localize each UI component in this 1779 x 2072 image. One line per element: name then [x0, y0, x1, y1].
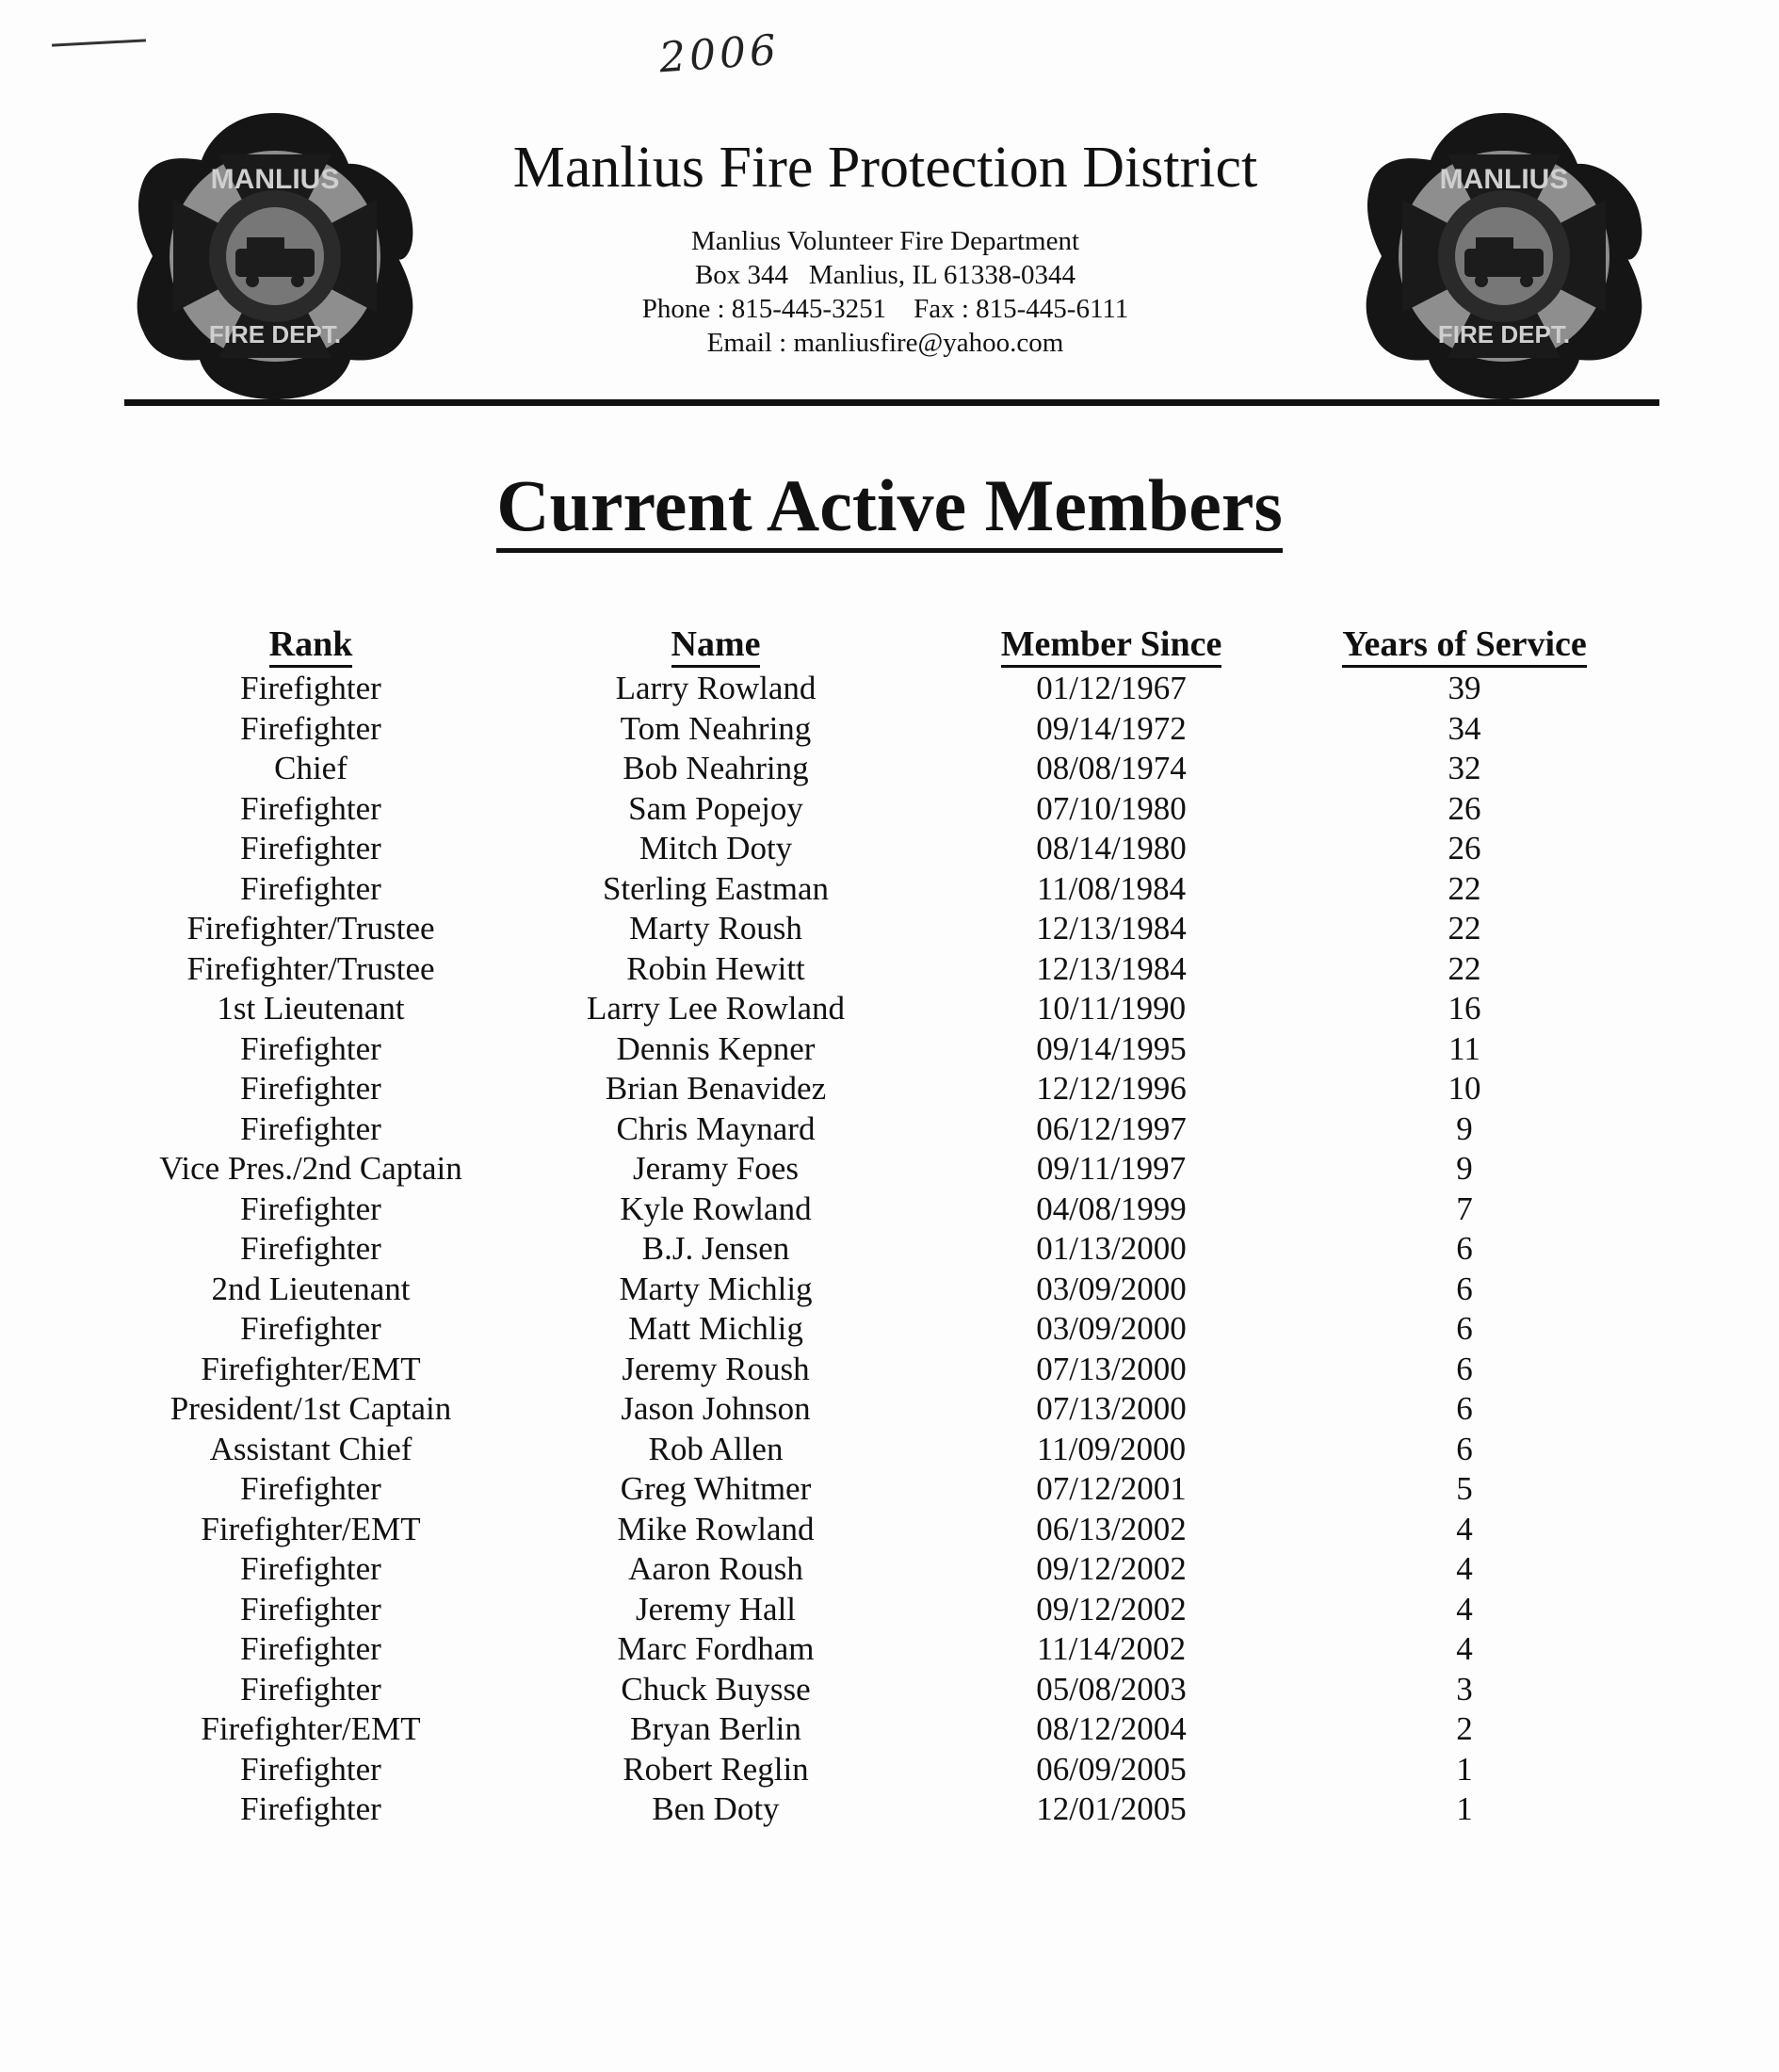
member-name: Larry Rowland — [615, 670, 817, 707]
member-name: Brian Benavidez — [605, 1070, 827, 1108]
member-since: 12/13/1984 — [1036, 910, 1187, 947]
table-row — [122, 1549, 1639, 1590]
member-rank: 1st Lieutenant — [217, 990, 405, 1028]
member-name: Robin Hewitt — [626, 949, 805, 987]
member-years: 10 — [1447, 1070, 1481, 1108]
member-rank: Firefighter/EMT — [201, 1510, 421, 1547]
member-since: 07/10/1980 — [1036, 789, 1187, 827]
member-name: Robert Reglin — [623, 1750, 809, 1788]
member-years: 3 — [1456, 1670, 1473, 1708]
table-row — [122, 869, 1639, 910]
contact-block — [452, 224, 1318, 360]
fire-dept-badge-icon — [1353, 105, 1655, 407]
member-rank: Firefighter/EMT — [201, 1710, 421, 1748]
member-since: 03/09/2000 — [1036, 1310, 1187, 1348]
member-since: 04/08/1999 — [1036, 1190, 1187, 1227]
member-rank: Firefighter — [240, 1190, 381, 1227]
member-rank: Firefighter — [240, 1230, 381, 1268]
member-rank: Firefighter — [240, 1750, 381, 1788]
table-row — [122, 1270, 1639, 1310]
table-row — [122, 1430, 1639, 1470]
member-since: 03/09/2000 — [1036, 1270, 1187, 1307]
member-rank: Firefighter — [240, 1070, 381, 1108]
member-name: Marty Roush — [629, 910, 802, 947]
member-rank: Firefighter — [240, 670, 381, 707]
member-years: 6 — [1456, 1310, 1473, 1348]
member-since: 01/13/2000 — [1036, 1230, 1187, 1268]
table-row — [122, 1629, 1639, 1670]
member-years: 6 — [1456, 1350, 1473, 1387]
member-years: 4 — [1456, 1590, 1473, 1627]
member-years: 34 — [1447, 709, 1481, 747]
member-years: 9 — [1456, 1150, 1473, 1188]
member-rank: Assistant Chief — [209, 1430, 412, 1467]
member-rank: Firefighter — [240, 709, 381, 747]
member-since: 06/12/1997 — [1036, 1109, 1187, 1147]
member-since: 07/13/2000 — [1036, 1350, 1187, 1387]
table-row — [122, 749, 1639, 789]
member-since: 06/13/2002 — [1036, 1510, 1187, 1547]
member-name: Dennis Kepner — [616, 1029, 816, 1067]
member-name: Jeremy Roush — [622, 1350, 810, 1387]
header-divider — [124, 399, 1659, 406]
header-member-since: Member Since — [932, 623, 1290, 669]
member-name: B.J. Jensen — [641, 1230, 790, 1268]
member-since: 12/12/1996 — [1036, 1070, 1187, 1108]
member-name: Rob Allen — [648, 1430, 784, 1467]
table-header-row — [122, 623, 1639, 669]
member-since: 09/11/1997 — [1036, 1150, 1187, 1188]
member-rank: President/1st Captain — [170, 1390, 452, 1428]
table-row — [122, 1590, 1639, 1630]
member-since: 09/14/1995 — [1036, 1029, 1187, 1067]
table-row — [122, 1709, 1639, 1750]
table-row — [122, 1389, 1639, 1430]
member-name: Marc Fordham — [617, 1630, 815, 1668]
member-since: 12/01/2005 — [1036, 1790, 1187, 1828]
mailing-address: Box 344 Manlius, IL 61338-0344 — [694, 260, 1076, 290]
table-row — [122, 1789, 1639, 1830]
member-rank: Firefighter/EMT — [201, 1350, 421, 1387]
member-rank: Firefighter/Trustee — [186, 949, 435, 987]
member-since: 01/12/1967 — [1036, 670, 1187, 707]
member-years: 6 — [1456, 1230, 1473, 1268]
member-years: 7 — [1456, 1190, 1473, 1227]
table-row — [122, 1190, 1639, 1230]
table-row — [122, 1069, 1639, 1109]
member-since: 08/12/2004 — [1036, 1710, 1187, 1748]
table-row — [122, 909, 1639, 949]
svg-text:FIRE DEPT.: FIRE DEPT. — [1437, 320, 1571, 348]
department-name: Manlius Volunteer Fire Department — [690, 226, 1080, 256]
member-since: 07/12/2001 — [1036, 1470, 1187, 1508]
member-since: 09/12/2002 — [1036, 1590, 1187, 1627]
member-since: 08/14/1980 — [1036, 830, 1187, 867]
member-name: Jeramy Foes — [633, 1150, 799, 1188]
member-years: 4 — [1456, 1630, 1473, 1668]
member-since: 11/09/2000 — [1036, 1430, 1187, 1467]
member-since: 08/08/1974 — [1036, 750, 1187, 787]
table-row — [122, 1029, 1639, 1070]
member-years: 26 — [1447, 789, 1481, 827]
member-name: Sam Popejoy — [628, 789, 803, 827]
member-since: 12/13/1984 — [1036, 949, 1187, 987]
member-name: Greg Whitmer — [620, 1470, 812, 1508]
member-since: 07/13/2000 — [1036, 1390, 1187, 1428]
member-rank: Firefighter — [240, 830, 381, 867]
table-row — [122, 1670, 1639, 1710]
member-name: Jeremy Hall — [635, 1590, 797, 1627]
member-name: Jason Johnson — [621, 1390, 811, 1428]
member-name: Mike Rowland — [617, 1510, 815, 1547]
member-rank: 2nd Lieutenant — [211, 1270, 411, 1307]
email-address: Email : manliusfire@yahoo.com — [706, 328, 1064, 358]
member-rank: Firefighter/Trustee — [186, 910, 435, 947]
member-years: 26 — [1447, 830, 1481, 867]
member-rank: Firefighter — [240, 1550, 381, 1588]
table-row — [122, 1149, 1639, 1190]
fire-dept-badge-icon — [124, 105, 426, 407]
member-rank: Firefighter — [240, 1790, 381, 1828]
member-rank: Firefighter — [240, 1029, 381, 1067]
member-name: Ben Doty — [652, 1790, 780, 1828]
member-years: 4 — [1456, 1550, 1473, 1588]
header-years-of-service: Years of Service — [1290, 623, 1639, 669]
member-rank: Firefighter — [240, 1310, 381, 1348]
member-years: 11 — [1448, 1029, 1480, 1067]
member-name: Aaron Roush — [628, 1550, 803, 1588]
member-rank: Firefighter — [240, 869, 381, 907]
member-since: 09/14/1972 — [1036, 709, 1187, 747]
member-years: 6 — [1456, 1270, 1473, 1307]
table-row — [122, 1750, 1639, 1790]
handwritten-year-annotation: 2006 — [657, 25, 782, 83]
header-rank: Rank — [122, 623, 499, 669]
table-row — [122, 789, 1639, 830]
table-row — [122, 1510, 1639, 1550]
table-row — [122, 669, 1639, 709]
members-table — [122, 623, 1639, 1830]
member-since: 09/12/2002 — [1036, 1550, 1187, 1588]
header-name: Name — [499, 623, 932, 669]
member-rank: Firefighter — [240, 1670, 381, 1708]
member-years: 22 — [1447, 869, 1481, 907]
member-years: 4 — [1456, 1510, 1473, 1547]
member-years: 22 — [1447, 949, 1481, 987]
svg-text:MANLIUS: MANLIUS — [210, 164, 340, 195]
member-name: Bryan Berlin — [630, 1710, 801, 1748]
table-row — [122, 709, 1639, 750]
svg-text:FIRE DEPT.: FIRE DEPT. — [208, 320, 342, 348]
member-since: 11/08/1984 — [1036, 869, 1187, 907]
member-since: 11/14/2002 — [1036, 1630, 1187, 1668]
member-name: Matt Michlig — [628, 1310, 803, 1348]
member-name: Marty Michlig — [619, 1270, 813, 1307]
member-name: Larry Lee Rowland — [586, 990, 846, 1028]
members-table-body — [122, 669, 1639, 1830]
member-rank: Firefighter — [240, 1590, 381, 1627]
member-years: 6 — [1456, 1390, 1473, 1428]
table-row — [122, 829, 1639, 869]
phone-fax: Phone : 815-445-3251 Fax : 815-445-6111 — [641, 294, 1129, 324]
member-years: 1 — [1456, 1790, 1473, 1828]
member-years: 32 — [1447, 750, 1481, 787]
member-name: Sterling Eastman — [602, 869, 830, 907]
member-name: Tom Neahring — [620, 709, 812, 747]
member-years: 2 — [1456, 1710, 1473, 1748]
member-rank: Vice Pres./2nd Captain — [159, 1150, 462, 1188]
member-rank: Firefighter — [240, 789, 381, 827]
member-years: 39 — [1447, 670, 1481, 707]
member-name: Kyle Rowland — [620, 1190, 812, 1227]
letterhead — [452, 132, 1318, 360]
table-row — [122, 1309, 1639, 1350]
pen-mark — [52, 39, 146, 46]
member-rank: Firefighter — [240, 1109, 381, 1147]
member-name: Mitch Doty — [639, 830, 793, 867]
table-row — [122, 1229, 1639, 1270]
member-name: Bob Neahring — [623, 750, 809, 787]
table-row — [122, 989, 1639, 1029]
member-name: Chuck Buysse — [621, 1670, 811, 1708]
member-years: 5 — [1456, 1470, 1473, 1508]
member-name: Chris Maynard — [616, 1109, 816, 1147]
member-since: 10/11/1990 — [1036, 990, 1187, 1028]
svg-text:MANLIUS: MANLIUS — [1439, 164, 1569, 195]
member-years: 1 — [1456, 1750, 1473, 1788]
member-years: 9 — [1456, 1109, 1473, 1147]
member-since: 05/08/2003 — [1036, 1670, 1187, 1708]
member-rank: Firefighter — [240, 1470, 381, 1508]
page-title: Current Active Members — [0, 463, 1779, 553]
member-rank: Firefighter — [240, 1630, 381, 1668]
member-rank: Chief — [274, 750, 348, 787]
district-name: Manlius Fire Protection District — [512, 136, 1258, 200]
member-years: 16 — [1447, 990, 1481, 1028]
table-row — [122, 949, 1639, 990]
table-row — [122, 1350, 1639, 1390]
member-years: 6 — [1456, 1430, 1473, 1467]
table-row — [122, 1109, 1639, 1150]
member-years: 22 — [1447, 910, 1481, 947]
member-since: 06/09/2005 — [1036, 1750, 1187, 1788]
table-row — [122, 1469, 1639, 1510]
